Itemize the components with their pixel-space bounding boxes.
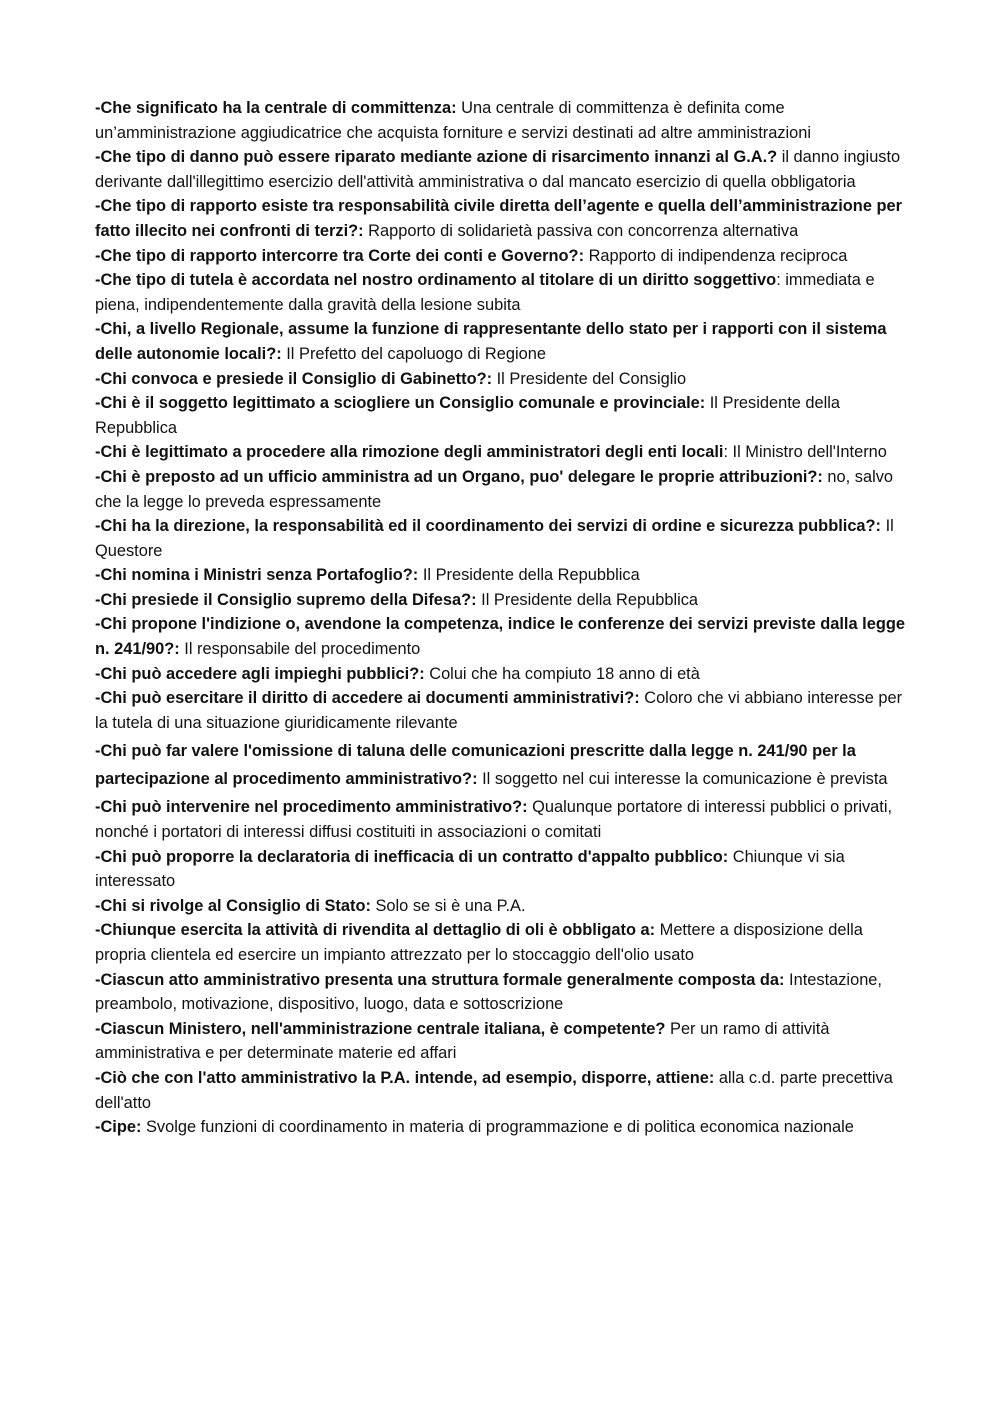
answer: Il Presidente della Repubblica — [418, 566, 640, 585]
question: -Che tipo di danno può essere riparato mediante azione di risarcimento innanzi al G.A.? — [95, 148, 778, 167]
answer: Chiunque vi sia interessato — [95, 847, 845, 891]
qa-entry — [95, 795, 910, 844]
qa-entry — [95, 194, 910, 243]
question: -Chiunque esercita la attività di rivendita al dettaglio di oli è obbligato a: — [95, 921, 656, 940]
answer: Svolge funzioni di coordinamento in materia di programmazione e di politica economica nazionale — [141, 1118, 854, 1137]
question: -Che tipo di rapporto esiste tra responsabilità civile diretta dell’agente e quella dell’amministrazione per fatto illecito nei confronti di terzi?: — [95, 197, 902, 240]
qa-entry — [95, 1066, 910, 1115]
qa-entry — [95, 268, 910, 317]
answer: Mettere a disposizione della propria clientela ed esercire un impianto attrezzato per lo stoccaggio dell'olio usato — [95, 921, 863, 964]
question: -Chi propone l'indizione o, avendone la competenza, indice le conferenze dei servizi previste dalla legge n. 241/90?: — [95, 615, 905, 659]
question: -Chi può intervenire nel procedimento amministrativo?: — [95, 798, 528, 817]
answer: Solo se si è una P.A. — [370, 896, 526, 915]
question: -Ciascun Ministero, nell'amministrazione centrale italiana, è competente? — [95, 1019, 666, 1038]
question: -Chi si rivolge al Consiglio di Stato: — [95, 896, 371, 915]
answer: Il Presidente della Repubblica — [476, 590, 699, 609]
question: -Chi è preposto ad un ufficio amministra ad un Organo, puo' delegare le proprie attribuzioni?: — [95, 467, 823, 486]
answer: Il Prefetto del capoluogo di Regione — [281, 344, 546, 363]
question: -Chi presiede il Consiglio supremo della Difesa?: — [95, 590, 477, 609]
qa-entry — [95, 686, 910, 735]
question: -Chi è legittimato a procedere alla rimozione degli amministratori degli enti locali — [95, 443, 724, 462]
qa-entry — [95, 514, 910, 563]
question: -Chi nomina i Ministri senza Portafoglio?: — [95, 566, 419, 585]
qa-entry — [95, 612, 910, 661]
qa-entry — [95, 662, 910, 687]
qa-entry — [95, 588, 910, 613]
qa-entry — [95, 845, 910, 894]
qa-entry — [95, 1017, 910, 1066]
qa-entry — [95, 563, 910, 588]
qa-entry — [95, 96, 910, 145]
question: -Che tipo di rapporto intercorre tra Corte dei conti e Governo?: — [95, 246, 585, 265]
answer: Per un ramo di attività amministrativa e per determinate materie ed affari — [95, 1019, 830, 1063]
answer: Colui che ha compiuto 18 anno di età — [424, 664, 700, 683]
question: -Chi convoca e presiede il Consiglio di Gabinetto?: — [95, 369, 493, 388]
question: -Chi può proporre la declaratoria di inefficacia di un contratto d'appalto pubblico: — [95, 847, 729, 866]
qa-entry — [95, 244, 910, 269]
question: -Chi, a livello Regionale, assume la funzione di rappresentante dello stato per i rapporti con il sistema delle autonomie locali?: — [95, 320, 887, 363]
qa-entry — [95, 968, 910, 1017]
qa-entry — [95, 918, 910, 967]
answer: Il soggetto nel cui interesse la comunicazione è prevista — [477, 770, 888, 789]
answer: Rapporto di solidarietà passiva con concorrenza alternativa — [363, 221, 799, 240]
question: -Ciò che con l'atto amministrativo la P.A. intende, ad esempio, disporre, attiene: — [95, 1068, 715, 1087]
answer: il danno ingiusto derivante dall'illegittimo esercizio dell'attività amministrativa o dal mancato esercizio di quella obbligatoria — [95, 148, 901, 191]
answer: : immediata e piena, indipendentemente dalla gravità della lesione subita — [95, 271, 875, 314]
answer: Il Questore — [95, 517, 894, 560]
qa-entry — [95, 145, 910, 194]
answer: Il Presidente della Repubblica — [95, 394, 841, 437]
answer: Rapporto di indipendenza reciproca — [584, 246, 848, 265]
qa-entry — [95, 737, 910, 793]
question: -Chi ha la direzione, la responsabilità ed il coordinamento dei servizi di ordine e sicurezza pubblica?: — [95, 517, 882, 536]
question: -Chi può accedere agli impieghi pubblici?: — [95, 664, 425, 683]
qa-entry — [95, 440, 910, 465]
qa-entry — [95, 391, 910, 440]
qa-entry — [95, 465, 910, 514]
answer: Qualunque portatore di interessi pubblici o privati, nonché i portatori di interessi diffusi costituiti in associazioni o comitati — [95, 798, 893, 842]
question: -Che tipo di tutela è accordata nel nostro ordinamento al titolare di un diritto soggettivo — [95, 271, 777, 290]
answer: Il Presidente del Consiglio — [492, 369, 687, 388]
answer: alla c.d. parte precettiva dell'atto — [95, 1068, 893, 1112]
qa-entry — [95, 367, 910, 392]
answer: Intestazione, preambolo, motivazione, dispositivo, luogo, data e sottoscrizione — [95, 970, 882, 1014]
answer: Una centrale di committenza è definita come un’amministrazione aggiudicatrice che acquista forniture e servizi destinati ad altre amministrazioni — [95, 99, 812, 142]
question: -Ciascun atto amministrativo presenta una struttura formale generalmente composta da: — [95, 970, 785, 989]
question: -Chi è il soggetto legittimato a sciogliere un Consiglio comunale e provinciale: — [95, 394, 706, 413]
question: -Che significato ha la centrale di committenza: — [95, 99, 457, 117]
question: -Chi può esercitare il diritto di accedere ai documenti amministrativi?: — [95, 689, 640, 708]
answer: : Il Ministro dell'Interno — [723, 443, 887, 462]
answer: no, salvo che la legge lo preveda espressamente — [95, 467, 894, 511]
answer: Coloro che vi abbiano interesse per la tutela di una situazione giuridicamente rilevante — [95, 689, 903, 732]
qa-entry — [95, 1115, 910, 1140]
qa-entry — [95, 894, 910, 919]
question: -Chi può far valere l'omissione di taluna delle comunicazioni prescritte dalla legge n. 241/90 per la partecipazione al procedimento amministrativo?: — [95, 742, 856, 789]
qa-entry — [95, 317, 910, 366]
answer: Il responsabile del procedimento — [179, 640, 421, 659]
document-body — [95, 96, 910, 1140]
question: -Cipe: — [95, 1118, 142, 1137]
